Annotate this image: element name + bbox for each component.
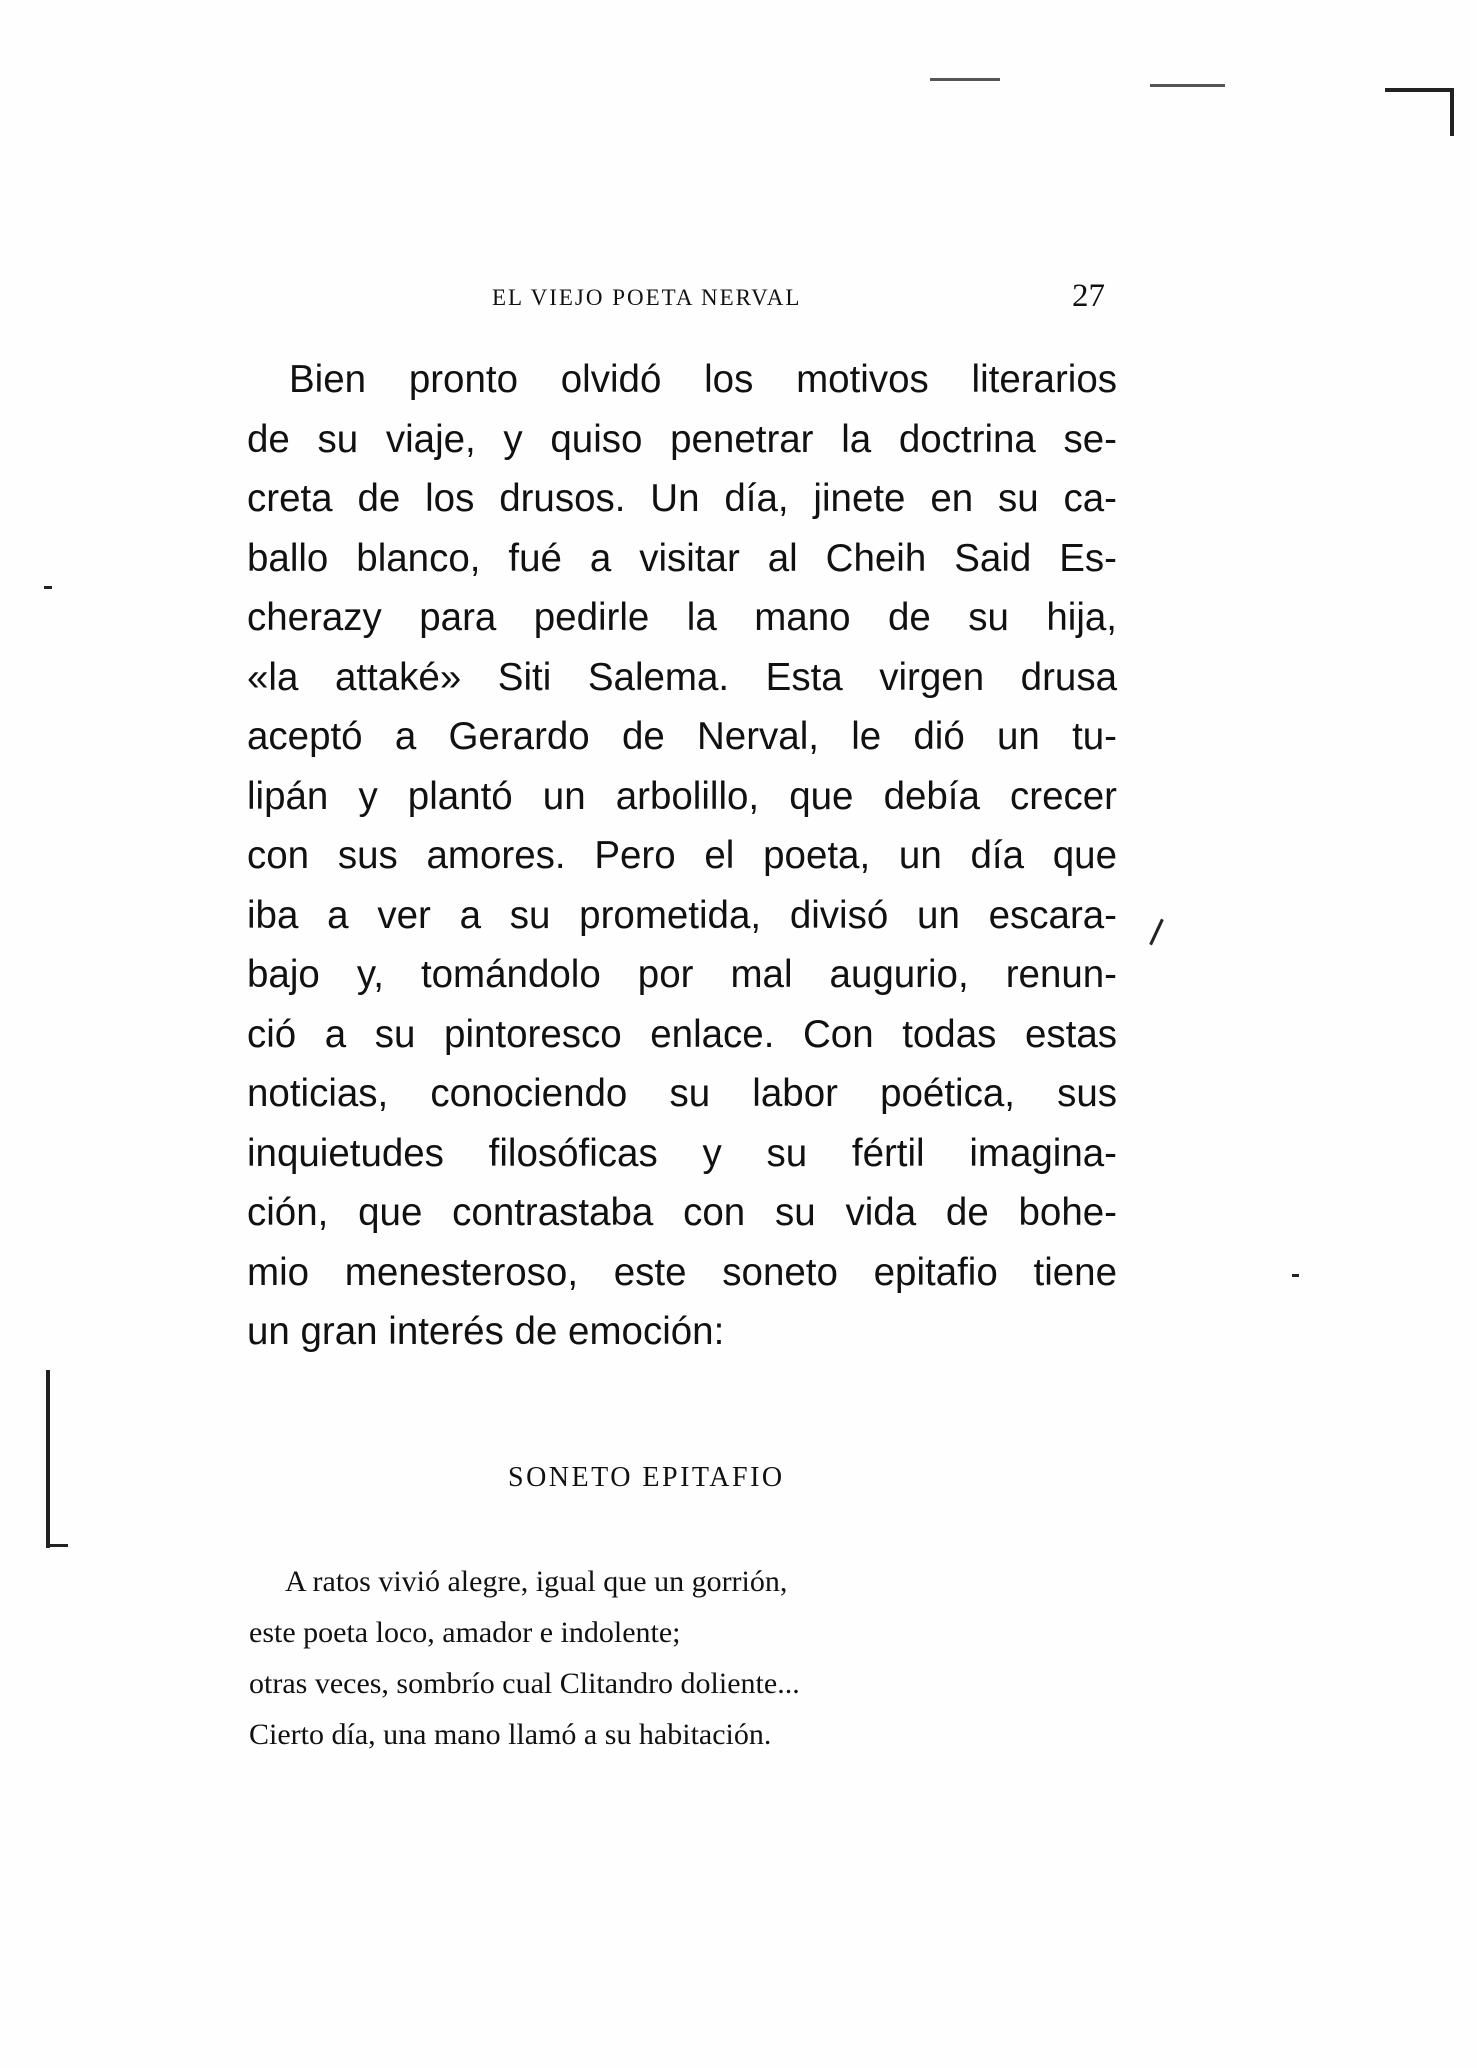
scan-dot-left [44,586,52,589]
scan-mark-corner-v [1450,88,1454,136]
page-number: 27 [1072,278,1105,314]
paragraph-line: Bien pronto olvidó los motivos literarios [289,358,1117,401]
paragraph-line: mio menesteroso, este soneto epitafio tiene [247,1250,1117,1294]
scan-mark-slash [1149,919,1164,946]
paragraph-line: un gran interés de emoción: [247,1310,725,1353]
paragraph-line: cherazy para pedirle la mano de su hija, [247,596,1117,639]
scan-dot-right [1292,1274,1299,1277]
paragraph-line: ció a su pintoresco enlace. Con todas estas [247,1012,1117,1056]
sonnet-verses [249,1556,800,1760]
sonnet-verse: este poeta loco, amador e indolente; [249,1616,681,1649]
paragraph-line: iba a ver a su prometida, divisó un escara- [247,893,1117,937]
sonnet-verse: A ratos vivió alegre, igual que un gorrión, [285,1565,788,1598]
paragraph-line: creta de los drusos. Un día, jinete en su ca- [247,477,1117,520]
scan-mark-top-2 [1150,84,1225,87]
paragraph-line: lipán y plantó un arbolillo, que debía crecer [247,774,1117,818]
scan-mark-top-1 [930,78,1000,81]
paragraph-line: ción, que contrastaba con su vida de bohe- [247,1191,1117,1234]
running-head: EL VIEJO POETA NERVAL [492,285,802,310]
paragraph-line: inquietudes filosóficas y su fértil imagina- [247,1131,1117,1175]
paragraph-line: bajo y, tomándolo por mal augurio, renun- [247,953,1117,996]
paragraph-line: aceptó a Gerardo de Nerval, le dió un tu- [247,715,1117,758]
scan-mark-left-h [46,1544,68,1547]
scan-mark-corner-h [1385,88,1453,92]
body-paragraph [247,350,1117,1362]
paragraph-line: con sus amores. Pero el poeta, un día que [247,834,1117,877]
paragraph-line: ballo blanco, fué a visitar al Cheih Said Es- [247,536,1117,580]
scan-mark-left-v [46,1370,50,1548]
sonnet-title: SONETO EPITAFIO [508,1462,785,1493]
paragraph-line: «la attaké» Siti Salema. Esta virgen drusa [247,655,1117,699]
paragraph-line: noticias, conociendo su labor poética, sus [247,1072,1117,1115]
sonnet-verse: Cierto día, una mano llamó a su habitación. [249,1718,772,1751]
sonnet-verse: otras veces, sombrío cual Clitandro doliente... [249,1667,800,1700]
paragraph-line: de su viaje, y quiso penetrar la doctrina se- [247,417,1117,461]
